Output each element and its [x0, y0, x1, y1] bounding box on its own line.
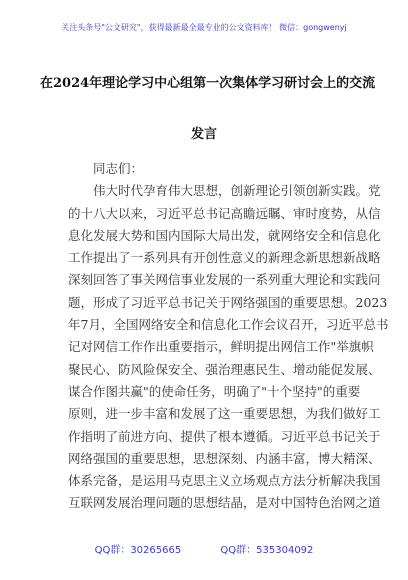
salutation: 同志们：	[93, 161, 144, 176]
body-line: 题，形成了习近平总书记关于网络强国的重要思想。2023	[68, 294, 388, 310]
body-line: 深刻回答了事关网信事业发展的一系列重大理论和实践问	[68, 272, 381, 288]
body-line: 互联网发展治理问题的思想结晶，是对中国特色治网之道	[68, 495, 381, 511]
document-title: 在2024年理论学习中心组第一次集体学习研讨会上的交流	[40, 76, 376, 91]
document-title-continuation: 发言	[190, 127, 217, 142]
footer	[0, 541, 408, 556]
footer-qq-group-1: QQ群：30265665	[94, 545, 182, 556]
footer-qq-group-2: QQ群：535304092	[220, 545, 314, 556]
body-line: 息化发展大势和国内国际大局出发，就网络安全和信息化	[68, 227, 381, 243]
body-line: 年7月，全国网络安全和信息化工作会议召开，习近平总书	[68, 317, 389, 333]
body-line: 聚民心、防风险保安全、强治理惠民生、增动能促发展、	[68, 361, 381, 377]
body-line: 体系完备，是运用马克思主义立场观点方法分析解决我国	[68, 473, 381, 489]
body-line: 作指明了前进方向、提供了根本遵循。习近平总书记关于	[68, 428, 381, 444]
body-line: 记对网信工作作出重要指示，鲜明提出网信工作"举旗帜	[68, 339, 374, 355]
body-line: 原则，进一步丰富和发展了这一重要思想，为我们做好工	[68, 406, 381, 422]
body-line: 网络强国的重要思想，思想深刻、内涵丰富，博大精深、	[68, 450, 381, 466]
body-line: 工作提出了一系列具有开创性意义的新理念新思想新战略	[68, 250, 381, 266]
body-line: 谋合作图共赢"的使命任务，明确了"十个坚持"的重要	[68, 383, 361, 399]
header-note: 关注头条号"公文研究"，获得最新最全最专业的公文资料库！ 微信：gongwenyj	[61, 23, 347, 32]
body-line: 伟大时代孕育伟大思想，创新理论引领创新实践。党	[93, 183, 381, 199]
body-line: 的十八大以来，习近平总书记高瞻远瞩、审时度势，从信	[68, 205, 381, 221]
document-body	[68, 158, 389, 515]
